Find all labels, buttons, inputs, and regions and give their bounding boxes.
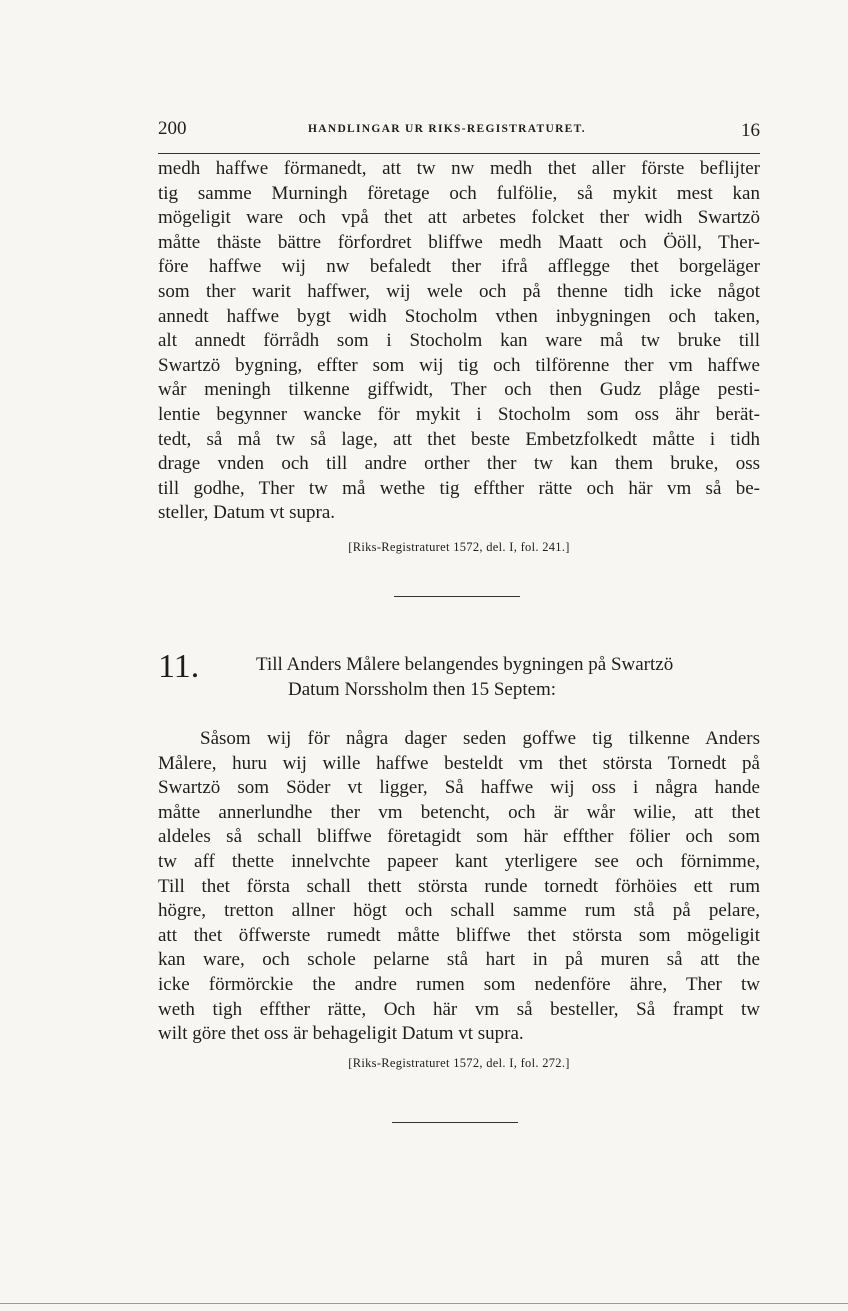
text-line: till godhe, Ther tw må wethe tig effther rätte och här vm så be-	[158, 477, 760, 499]
book-page	[158, 0, 760, 1311]
letter-continued-text	[158, 157, 760, 526]
text-line: mögeligit ware och vpå thet att arbetes folcket ther widh Swartzö	[158, 207, 760, 229]
text-line: kan ware, och schole pelarne stå hart in på muren så att the	[158, 949, 760, 971]
signature-number: 16	[741, 120, 760, 141]
text-line: Swartzö som Söder vt ligger, Så haffwe wij oss i några hande	[158, 777, 760, 799]
page-number: 200	[158, 118, 187, 139]
text-line: Till thet första schall thett största runde tornedt förhöies ett rum	[158, 875, 760, 897]
scan-edge-line	[0, 1303, 848, 1304]
text-line: lentie begynner wancke för mykit i Stocholm som oss ähr berät-	[158, 403, 760, 425]
text-line: medh haffwe förmanedt, att tw nw medh thet aller förste beflijter	[158, 158, 760, 179]
header-rule	[158, 153, 760, 154]
letter-heading	[256, 652, 760, 702]
document-number: 11.	[158, 648, 200, 685]
source-citation: [Riks-Registraturet 1572, del. I, fol. 272.]	[348, 1056, 570, 1070]
text-line: som ther warit haffwer, wij wele och på thenne tidh icke något	[158, 280, 760, 302]
text-line: måtte annerlundhe ther vm betencht, och är wår wilie, att thet	[158, 801, 760, 823]
section-divider	[394, 596, 520, 597]
text-line: weth tigh effther rätte, Och här vm så besteller, Så frampt tw	[158, 998, 760, 1020]
running-title: HANDLINGAR UR RIKS-REGISTRATURET.	[308, 123, 586, 135]
text-line: aldeles så schall bliffwe företagidt som här effther fölier och som	[158, 826, 760, 848]
text-line: tedt, så må tw så lage, att thet beste Embetzfolkedt måtte i tidh	[158, 428, 760, 450]
text-line: tig samme Murningh företage och fulfölie, så mykit mest kan	[158, 182, 760, 204]
source-citation: [Riks-Registraturet 1572, del. I, fol. 241.]	[348, 540, 570, 554]
letter-body-text	[158, 727, 760, 1047]
text-line: alt annedt förrådh som i Stocholm kan ware må tw bruke till	[158, 330, 760, 352]
text-line: före haffwe wij nw befaledt ther ifrå afflegge thet borgeläger	[158, 256, 760, 278]
heading-line: Till Anders Målere belangendes bygningen på Swartzö	[256, 654, 674, 675]
text-line: wilt göre thet oss är behageligit Datum vt supra.	[158, 1023, 524, 1045]
text-line: icke förmörckie the andre rumen som nedenföre ähre, Ther tw	[158, 973, 760, 995]
text-line: högre, tretton allner högt och schall samme rum stå på pelare,	[158, 900, 760, 922]
text-line: Målere, huru wij wille haffwe besteldt vm thet största Tornedt på	[158, 752, 760, 774]
heading-line: Datum Norssholm then 15 Septem:	[288, 679, 557, 700]
running-head	[158, 118, 760, 146]
text-line: tw aff thette innelvchte papeer kant yterligere see och förnimme,	[158, 850, 760, 872]
text-line: Såsom wij för några dager seden goffwe tig tilkenne Anders	[200, 728, 760, 749]
text-line: wår meningh tilkenne giffwidt, Ther och then Gudz plåge pesti-	[158, 379, 760, 401]
text-line: måtte thäste bättre förfordret bliffwe medh Maatt och Ööll, Ther-	[158, 231, 760, 253]
text-line: drage vnden och till andre orther ther tw kan them bruke, oss	[158, 453, 760, 475]
text-line: annedt haffwe bygt widh Stocholm vthen inbygningen och taken,	[158, 305, 760, 327]
section-divider	[392, 1122, 518, 1123]
text-line: Swartzö bygning, effter som wij tig och tilförenne ther vm haffwe	[158, 354, 760, 376]
text-line: steller, Datum vt supra.	[158, 502, 336, 524]
text-line: att thet öffwerste rumedt måtte bliffwe thet största som mögeligit	[158, 924, 760, 946]
